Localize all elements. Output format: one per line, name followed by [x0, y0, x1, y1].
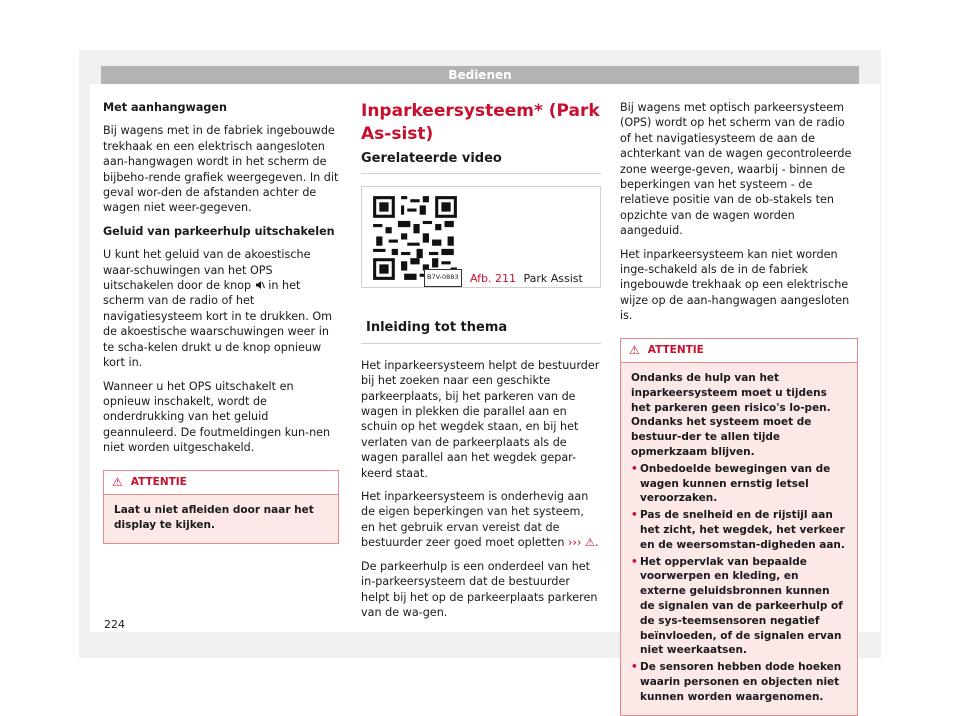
paragraph-intro-1: Het inparkeersysteem helpt de bestuurder bij het zoeken naar een geschikte parkeerplaats, bij het parkeren van de wagen in plekken die parallel aan en schuin op het wegdek staan, en bij het verlaten van de parkeerplaats als de wagen parallel aan het wegdek gepar-keerd staat. — [361, 358, 600, 480]
attention-box-park-assist — [620, 338, 858, 716]
heading-sound-off: Geluid van parkeerhulp uitschakelen — [103, 224, 335, 238]
column-left — [103, 100, 339, 544]
attention-intro: Ondanks de hulp van het inparkeersysteem moet u tijdens het parkeren geen risico's lo-pen. Ondanks het systeem moet de bestuur-der te allen tijde opmerkzaam blijven. — [631, 372, 831, 459]
related-video-heading: Gerelateerde video — [361, 151, 601, 174]
attention-label: ATTENTIE — [130, 475, 187, 488]
figure-caption — [470, 271, 583, 286]
warning-icon: ⚠ — [112, 474, 123, 489]
section-header: Bedienen — [101, 66, 859, 84]
paragraph-ops: Bij wagens met optisch parkeersysteem (OPS) wordt op het scherm van de radio of het navigatiesysteem de aan de achterkant van de wagen gecontroleerde zone weerge-geven, waarbij - binnen de beperkingen van het systeem - de relatieve positie van de ob-stakels ten opzichte van de wagen worden aangeduid. — [620, 101, 852, 238]
warning-icon: ⚠ — [629, 342, 640, 357]
column-middle — [361, 100, 601, 628]
paragraph-trailer: Bij wagens met in de fabriek ingebouwde trekhaak en een elektrisch aangesloten aan-hangwagen wordt in het scherm de bijbeho-rende grafiek weergegeven. In dit geval wor-den de afstanden achter de wagen niet weer-gegeven. — [103, 124, 339, 215]
attention-label: ATTENTIE — [647, 343, 704, 356]
heading-trailer: Met aanhangwagen — [103, 101, 227, 114]
list-item: • Onbedoelde bewegingen van de wagen kunnen ernstig letsel veroorzaken. — [631, 462, 847, 506]
paragraph-intro-3: De parkeerhulp is een onderdeel van het in-parkeersysteem dat de bestuurder helpt bij het op de parkeerplaats parkeren van de wa-gen. — [361, 559, 598, 619]
list-item: • Pas de snelheid en de rijstijl aan het zicht, het wegdek, het verkeer en de weersomstan-digheden aan. — [631, 508, 847, 552]
paragraph-intro-2: Het inparkeersysteem is onderhevig aan de eigen beperkingen van het systeem, en het gebruik ervan vereist dat de bestuurder zeer goed moet opletten ››› ⚠. — [361, 490, 599, 550]
paragraph-trailer-note: Het inparkeersysteem kan niet worden inge-schakeld als de in de fabriek ingebouwde trekhaak op een elektrische wijze op de aan-hangwagen aangesloten is. — [620, 247, 850, 323]
attention-list — [631, 462, 847, 705]
column-right — [620, 100, 858, 716]
attention-body — [104, 495, 338, 543]
attention-text: Laat u niet afleiden door naar het display te kijken. — [114, 503, 314, 531]
paragraph-sound-off — [103, 247, 339, 370]
figure-number: Afb. 211 — [470, 272, 516, 286]
list-item: • Het oppervlak van bepaalde voorwerpen en kleding, en externe geluidsbronnen kunnen de signalen van de parkeerhulp of de sys-teemsensoren negatief beïnvloeden, of de signalen ervan niet weerkaatsen. — [631, 555, 847, 659]
speaker-mute-icon — [255, 280, 265, 290]
paragraph-sound-off-part1: U kunt het geluid van de akoestische waar-schuwingen van het OPS uitschakelen door de knop — [103, 248, 311, 293]
paragraph-intro-2-text: Het inparkeersysteem is onderhevig aan de eigen beperkingen van het systeem, en het gebruik ervan vereist dat de bestuurder zeer goed moet opletten — [361, 490, 589, 550]
attention-box-display — [103, 470, 339, 544]
figure-code: B7V-0883 — [424, 269, 462, 286]
attention-header — [104, 471, 338, 495]
attention-body — [621, 363, 857, 715]
video-figure[interactable] — [361, 186, 601, 288]
attention-header — [621, 339, 857, 363]
figure-caption-text: Park Assist — [523, 272, 583, 286]
list-item: • De sensoren hebben dode hoeken waarin personen en objecten niet kunnen worden waargenomen. — [631, 660, 847, 704]
page-number: 224 — [104, 618, 125, 631]
more-arrow-icon[interactable]: ››› — [568, 536, 582, 550]
paragraph-ops-reset: Wanneer u het OPS uitschakelt en opnieuw inschakelt, wordt de onderdrukking van het geluid geannuleerd. De foutmeldingen kun-nen niet worden uitgeschakeld. — [103, 379, 331, 455]
section-title: Inparkeersysteem* (Park As-sist) — [361, 101, 600, 144]
warning-icon: ⚠ — [585, 536, 596, 550]
paragraph-sound-off-part2: in het scherm van de radio of het navigatiesysteem kort in te drukken. Om de akoestische waarschuwingen weer in te scha-kelen drukt u de knop opnieuw kort in. — [103, 279, 333, 370]
section-heading-intro: Inleiding tot thema — [361, 320, 601, 343]
